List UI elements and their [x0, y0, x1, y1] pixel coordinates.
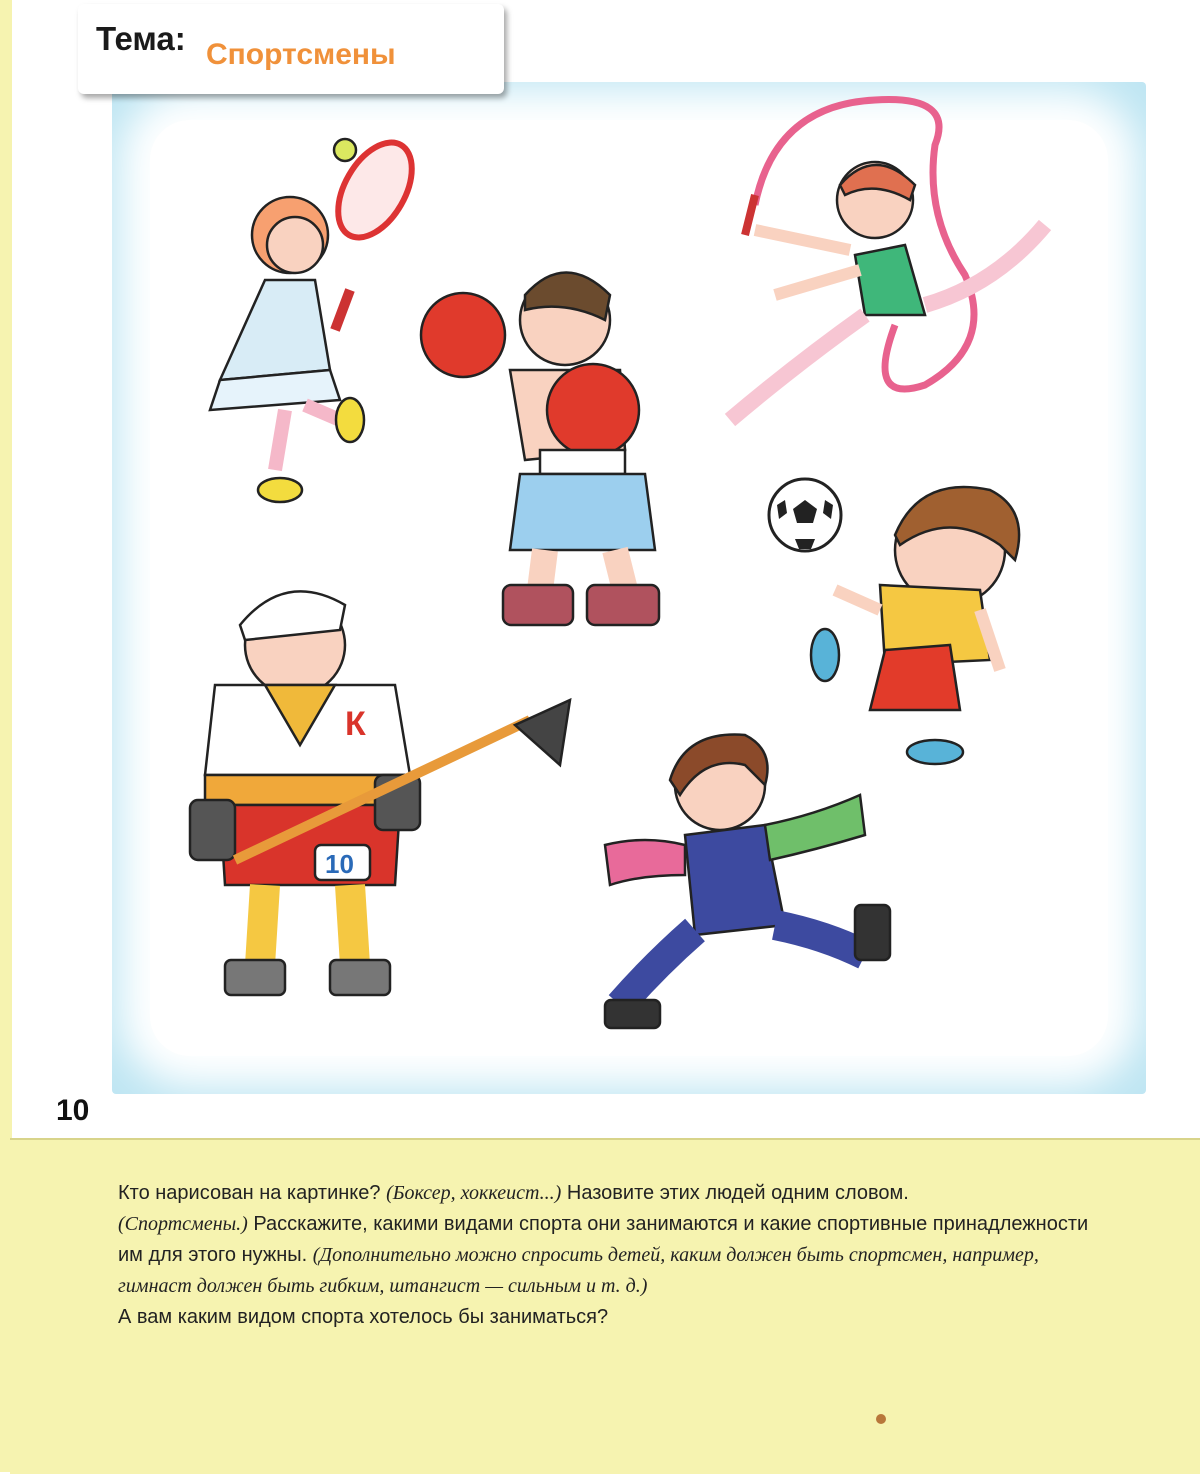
answer-2: (Спортсмены.) [118, 1213, 248, 1235]
title-topic: Спортсмены [206, 38, 396, 71]
title-label: Тема: [96, 20, 186, 57]
paper-speck [876, 1414, 886, 1424]
question-3: Расскажите, какими видами спорта они занимаются и какие спортивные принадлежности им для этого нужны. [118, 1213, 1089, 1266]
hockey-number: 10 [325, 849, 354, 879]
hockey-player-figure [185, 575, 585, 1015]
answer-3: (Дополнительно можно спросить детей, каким должен быть спортсмен, например, гимнаст должен быть гибким, штангист — сильным и т. д.) [118, 1244, 1039, 1297]
instructions-text [118, 1178, 1098, 1333]
figure-skater-figure [585, 725, 915, 1055]
instructions-paragraph [118, 1178, 1098, 1302]
question-1: Кто нарисован на картинке? [118, 1182, 387, 1204]
final-question: А вам каким видом спорта хотелось бы заниматься? [118, 1306, 609, 1328]
question-2: Назовите этих людей одним словом. [561, 1182, 909, 1204]
page-number: 10 [56, 1094, 90, 1127]
answer-1: (Боксер, хоккеист...) [386, 1182, 562, 1204]
hockey-letter: К [345, 705, 366, 743]
gymnast-figure [715, 85, 1085, 445]
